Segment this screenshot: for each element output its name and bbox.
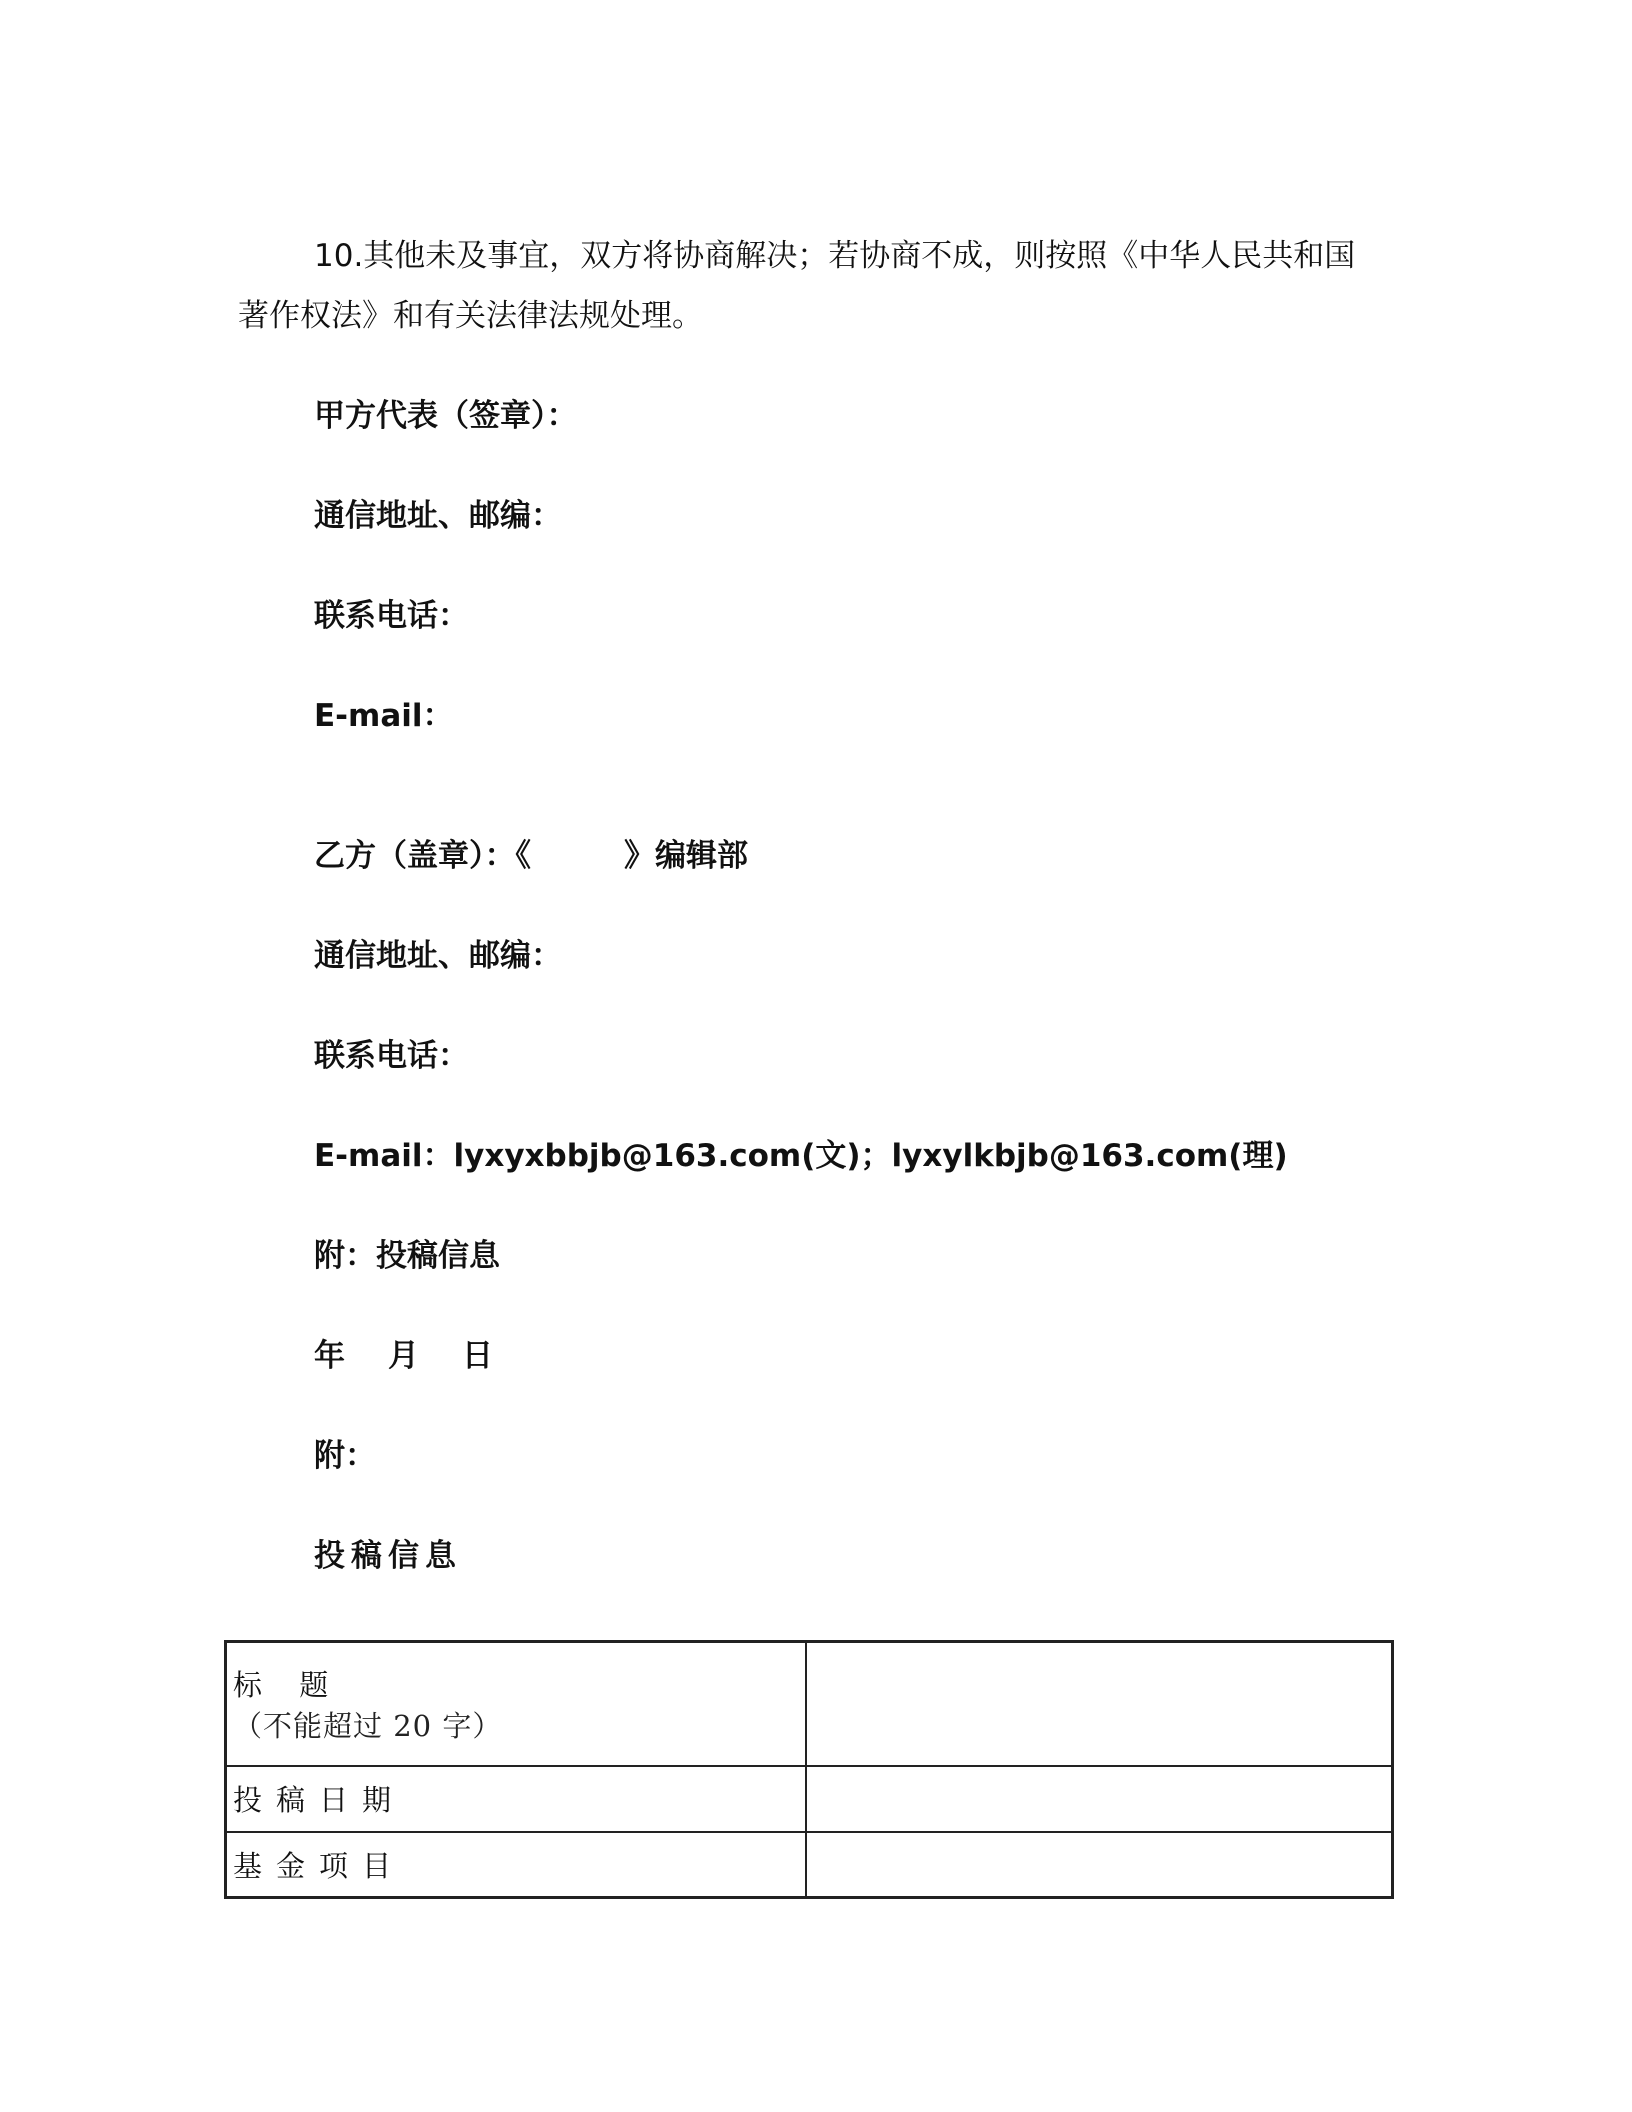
clause-10-line-2: 著作权法》和有关法律法规处理。 [238,298,703,334]
submission-date-value-cell[interactable] [806,1766,1393,1832]
party-a-address: 通信地址、邮编： [314,498,562,534]
title-label-cell [226,1642,807,1766]
attachment-label: 附： [314,1438,376,1474]
fund-project-value-cell[interactable] [806,1832,1393,1898]
party-a-phone: 联系电话： [314,598,469,634]
party-b-seal: 乙方（盖章）：《 》编辑部 [314,838,748,874]
party-a-email: E-mail： [314,698,454,734]
party-a-signature: 甲方代表（签章）： [314,398,578,434]
title-length-note: （不能超过 20 字） [233,1708,503,1743]
submission-date-label-cell [226,1766,807,1832]
date-line: 年 月 日 [314,1338,499,1374]
title-label: 标 题 [233,1667,343,1702]
fund-project-label: 基金项目 [233,1848,406,1883]
submission-heading: 投稿信息 [314,1538,462,1574]
clause-10-line-1: 10.其他未及事宜，双方将协商解决；若协商不成，则按照《中华人民共和国 [314,238,1356,274]
title-value-cell[interactable] [806,1642,1393,1766]
table-row-title [226,1642,1393,1766]
table-row-submission-date [226,1766,1393,1832]
attachment-note: 附：投稿信息 [314,1238,500,1274]
party-b-address: 通信地址、邮编： [314,938,562,974]
party-b-email: E-mail：lyxyxbbjb@163.com(文)；lyxylkbjb@163.com(理) [314,1138,1288,1174]
submission-info-table [224,1640,1394,1899]
submission-date-label: 投稿日期 [233,1783,406,1817]
table-row-fund-project [226,1832,1393,1898]
fund-project-label-cell [226,1832,807,1898]
party-b-phone: 联系电话： [314,1038,469,1074]
